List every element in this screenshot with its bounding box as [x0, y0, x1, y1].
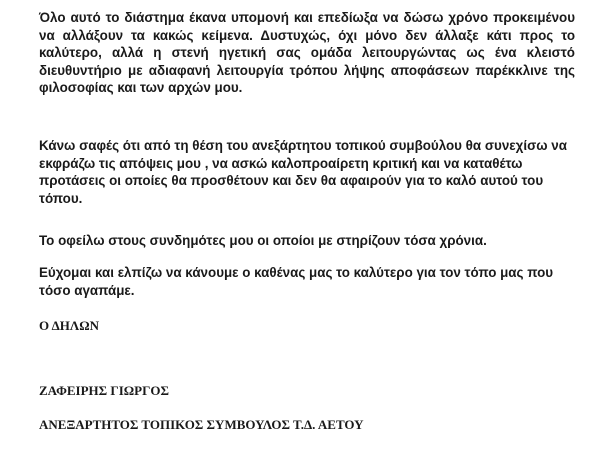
- signatory-name: ΖΑΦΕΙΡΗΣ ΓΙΩΡΓΟΣ: [39, 383, 169, 398]
- declarant-label: Ο ΔΗΛΩΝ: [39, 318, 100, 333]
- letter-paragraph-2: Κάνω σαφές ότι από τη θέση του ανεξάρτητου τοπικού συμβούλου θα συνεχίσω να εκφράζω τις απόψεις μου , να ασκώ καλοπροαίρετη κριτική και να καταθέτω προτάσεις οι οποίες θα προσθέτουν και δεν θα αφαιρούν για το καλό αυτού του τόπου.: [39, 138, 567, 206]
- letter-paragraph-1: Όλο αυτό το διάστημα έκανα υπομονή και επεδίωξα να δώσω χρόνο προκειμένου να αλλάξουν τα κακώς κείμενα. Δυστυχώς, όχι μόνο δεν άλλαξε κάτι προς το καλύτερο, αλλά η στενή ηγετική σας ομάδα λειτουργώντας ως ένα κλειστό διευθυντήριο με αδιαφανή λειτουργία τρόπου λήψης αποφάσεων παρέκκλινε της φιλοσοφίας και των αρχών μου.: [39, 10, 575, 95]
- signatory-title: ΑΝΕΞΑΡΤΗΤΟΣ ΤΟΠΙΚΟΣ ΣΥΜΒΟΥΛΟΣ Τ.Δ. ΑΕΤΟΥ: [39, 417, 364, 432]
- letter-paragraph-4: Εύχομαι και ελπίζω να κάνουμε ο καθένας μας το καλύτερο για τον τόπο μας που τόσο αγαπάμε.: [39, 265, 554, 298]
- letter-paragraph-3: Το οφείλω στους συνδημότες μου οι οποίοι με στηρίζουν τόσα χρόνια.: [39, 233, 487, 248]
